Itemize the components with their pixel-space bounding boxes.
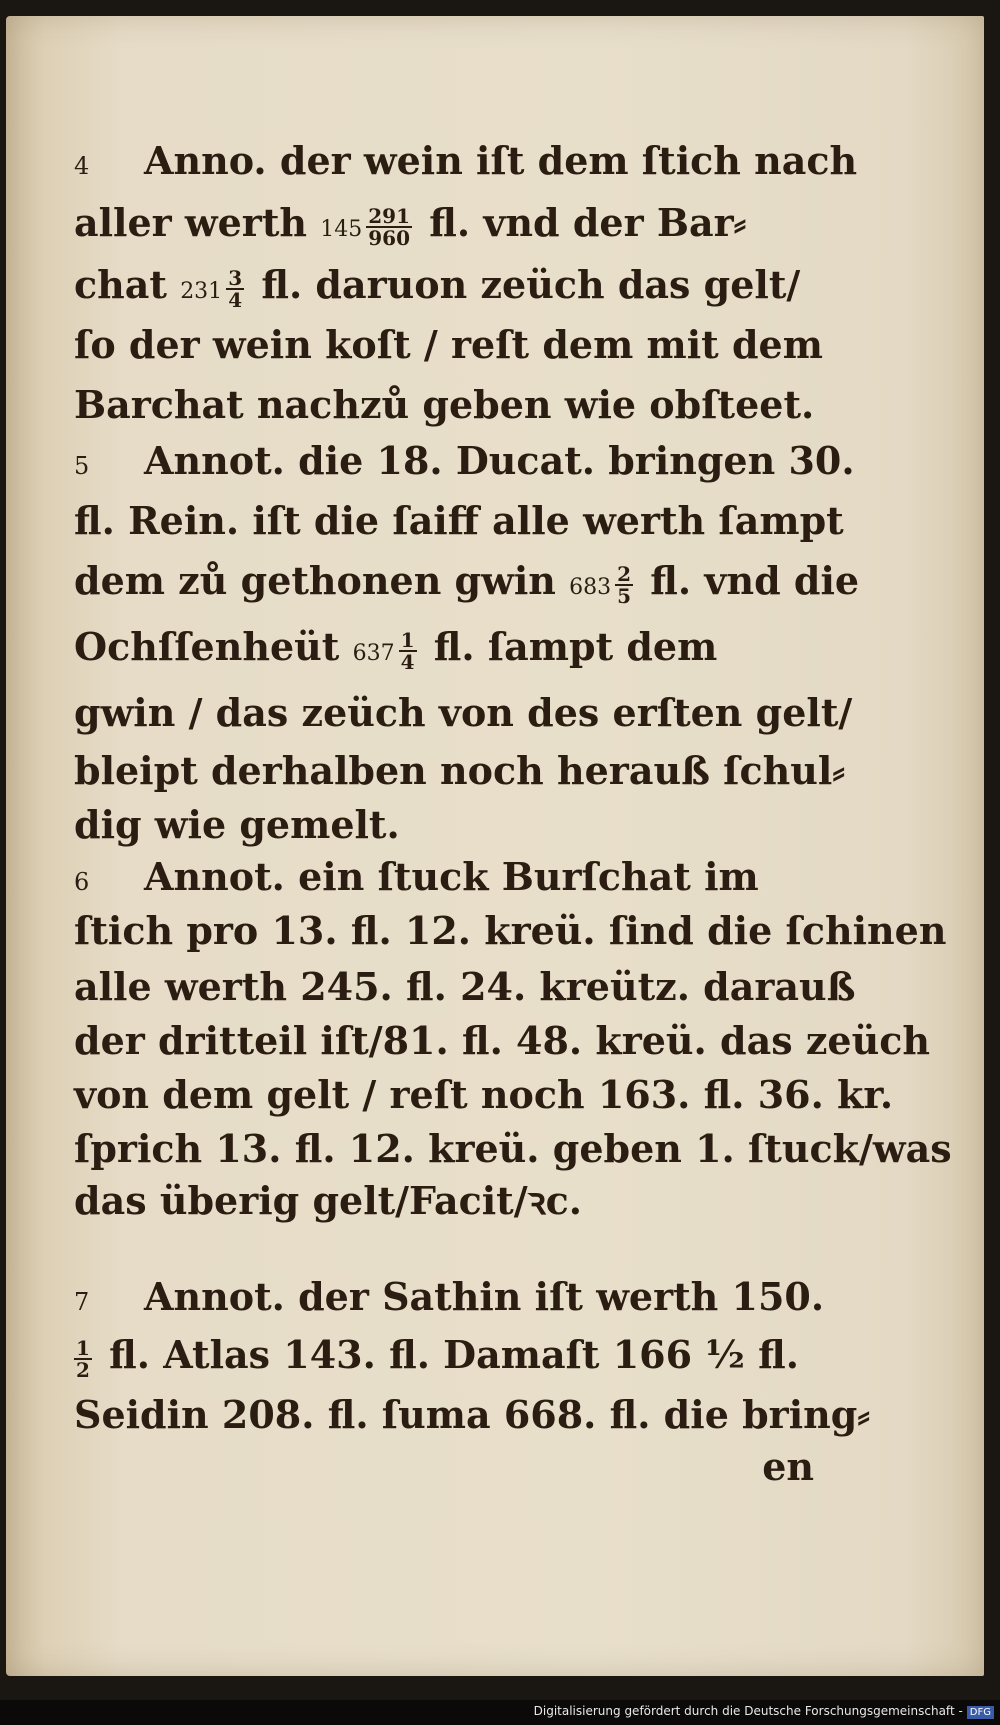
text-line: Barchat nachzů geben wie obſteet. <box>74 382 815 427</box>
text-line: aller werth 145 $\frac{291}{960}$ fl. vnd der Bar⸗ <box>74 200 747 250</box>
text-line: alle werth 245. fl. 24. kreütz. darauß <box>74 964 856 1009</box>
fraction: $\frac{3}{4}$ <box>228 265 243 312</box>
text-line: ſo der wein koſt / reſt dem mit dem <box>74 322 823 367</box>
text-line: fl. Rein. iſt die ſaiff alle werth ſampt <box>74 498 844 543</box>
text-line: gwin / das zeüch von des erſten gelt/ <box>74 690 853 735</box>
text-line: dig wie gemelt. <box>74 802 400 847</box>
fraction: $\frac{291}{960}$ <box>368 203 410 250</box>
example-number: 6 <box>74 868 90 896</box>
catchword: en <box>762 1444 814 1489</box>
text-line: Seidin 208. fl. ſuma 668. fl. die bring⸗ <box>74 1392 870 1437</box>
footer-credit: Digitalisierung gefördert durch die Deutsche Forschungsgemeinschaft - DFG <box>534 1704 994 1719</box>
example-number: 4 <box>74 152 90 180</box>
text-line: 5 Annot. die 18. Ducat. bringen 30. <box>74 436 814 491</box>
example-number: 5 <box>74 452 90 480</box>
text-line: 6 Annot. ein ſtuck Burſchat im <box>74 852 814 907</box>
footer-bar <box>0 1700 1000 1725</box>
text-line: der dritteil iſt/81. fl. 48. kreü. das zeüch <box>74 1018 930 1063</box>
text-line: von dem gelt / reſt noch 163. fl. 36. kr. <box>74 1072 894 1117</box>
text-line: 7 Annot. der Sathin iſt werth 150. <box>74 1272 814 1327</box>
fraction: $\frac{2}{5}$ <box>617 561 632 608</box>
dfg-logo: DFG <box>967 1706 994 1719</box>
text-line: $\frac{1}{2}$ fl. Atlas 143. fl. Damaſt 166 ½ fl. <box>76 1332 799 1382</box>
text-line: ſtich pro 13. fl. 12. kreü. ſind die ſchinen <box>74 908 947 953</box>
text-line: dem zů gethonen gwin 683 $\frac{2}{5}$ fl. vnd die <box>74 558 860 608</box>
text-line: bleipt derhalben noch herauß ſchul⸗ <box>74 748 846 793</box>
text-line: ſprich 13. fl. 12. kreü. geben 1. ſtuck/was <box>74 1126 952 1171</box>
text-line: chat 231 $\frac{3}{4}$ fl. daruon zeüch das gelt/ <box>74 262 801 312</box>
fraction: $\frac{1}{4}$ <box>400 627 415 674</box>
text-line: 4 Anno. der wein iſt dem ſtich nach <box>74 136 814 191</box>
text-line: Ochſſenheüt 637 $\frac{1}{4}$ fl. ſampt dem <box>74 624 718 674</box>
book-page <box>6 16 984 1676</box>
example-number: 7 <box>74 1288 90 1316</box>
fraction: $\frac{1}{2}$ <box>76 1335 90 1382</box>
text-line: das überig gelt/Facit/ꝛc. <box>74 1178 582 1223</box>
